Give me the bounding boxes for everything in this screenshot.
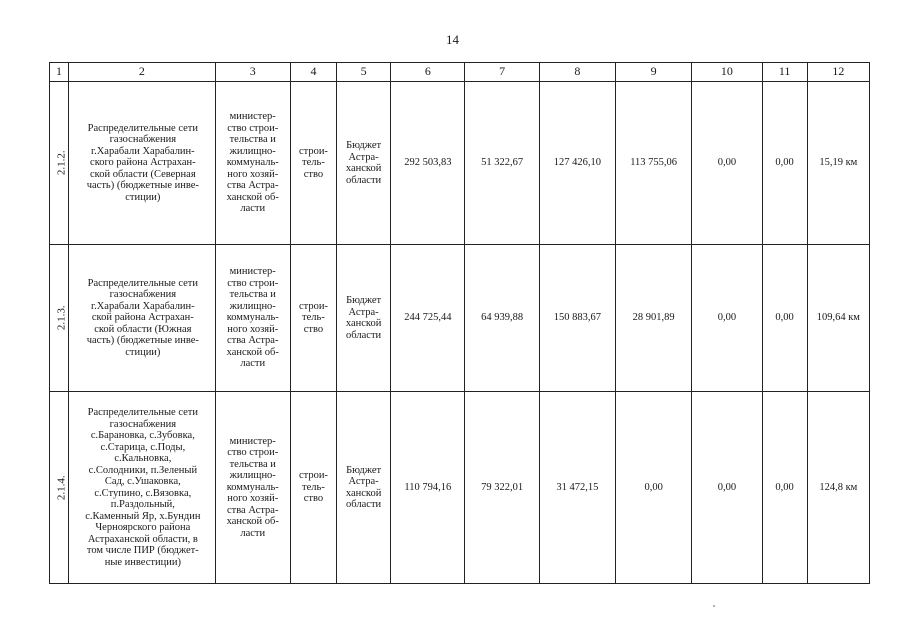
organization-line: ного хозяй- xyxy=(227,493,279,505)
object-name-line: с.Солодники, п.Зеленый xyxy=(88,464,198,476)
value-cell-v11: 0,00 xyxy=(762,82,807,245)
organization-line: тельства и xyxy=(229,289,276,301)
organization-line: коммуналь- xyxy=(226,157,279,169)
organization-cell xyxy=(215,82,290,245)
funding-source-line: ханской xyxy=(345,318,382,329)
object-name-line: газоснабжения xyxy=(109,418,177,430)
funding-source-line: области xyxy=(346,174,382,186)
value-cell-v10: 0,00 xyxy=(692,82,762,245)
column-number: 5 xyxy=(337,63,391,82)
value-cell-v10: 0,00 xyxy=(692,245,762,392)
value-cell-v8: 150 883,67 xyxy=(539,245,615,392)
column-number: 8 xyxy=(539,63,615,82)
organization-line: ного хозяй- xyxy=(227,168,279,180)
object-name-line: ской области (Северная xyxy=(90,168,196,180)
funding-source-line: Астра- xyxy=(348,306,379,318)
work-type-line: ство xyxy=(303,493,324,505)
object-name-cell xyxy=(69,82,216,245)
scan-speck xyxy=(713,605,715,607)
organization-line: ханской об- xyxy=(226,516,279,528)
organization-line: коммуналь- xyxy=(226,312,279,324)
object-name-line: ской области (Южная xyxy=(94,323,192,335)
funding-source-cell xyxy=(337,82,391,245)
organization-line: министер- xyxy=(229,111,276,123)
organization-line: тельства и xyxy=(229,458,276,470)
investment-table xyxy=(49,62,870,584)
organization-line: ства Астра- xyxy=(226,335,279,347)
object-name-line: часть) (бюджетные инве- xyxy=(86,335,199,347)
length-cell: 124,8 км xyxy=(807,392,869,584)
work-type-line: строи- xyxy=(298,145,328,157)
object-name-line: ные инвестиции) xyxy=(104,556,181,568)
column-number-row xyxy=(50,63,870,82)
organization-line: ство строи- xyxy=(227,277,279,289)
object-name-line: часть) (бюджетные инве- xyxy=(86,180,199,192)
value-cell-v9: 28 901,89 xyxy=(616,245,692,392)
page-number: 14 xyxy=(446,32,459,47)
work-type-cell xyxy=(290,392,336,584)
object-name-cell xyxy=(69,392,216,584)
length-cell: 109,64 км xyxy=(807,245,869,392)
column-number: 9 xyxy=(616,63,692,82)
funding-source-cell xyxy=(337,392,391,584)
organization-line: ства Астра- xyxy=(226,504,279,516)
row-number-cell xyxy=(50,392,69,584)
organization-line: жилищно- xyxy=(229,300,276,312)
object-name-line: стиции) xyxy=(125,346,161,358)
column-number: 12 xyxy=(807,63,869,82)
funding-source-line: Бюджет xyxy=(346,464,382,476)
organization-line: ства Астра- xyxy=(226,180,279,192)
object-name-line: газоснабжения xyxy=(109,134,177,146)
value-cell-v11: 0,00 xyxy=(762,245,807,392)
object-name-line: газоснабжения xyxy=(109,289,177,301)
row-number-cell xyxy=(50,82,69,245)
object-name-line: ского района Астрахан- xyxy=(90,157,196,169)
object-name-line: Распределительные сети xyxy=(87,407,198,418)
funding-source-line: Бюджет xyxy=(346,140,382,151)
table-row xyxy=(50,245,870,392)
table-row xyxy=(50,82,870,245)
organization-line: министер- xyxy=(229,266,276,278)
object-name-line: Астраханской области, в xyxy=(87,533,198,545)
work-type-line: ство xyxy=(303,168,324,180)
column-number: 2 xyxy=(69,63,216,82)
work-type-line: строи- xyxy=(298,470,328,482)
value-cell-v7: 64 939,88 xyxy=(465,245,539,392)
organization-line: ханской об- xyxy=(226,346,279,358)
work-type-cell xyxy=(290,245,336,392)
work-type-line: тель- xyxy=(302,481,325,493)
object-name-line: Сад, с.Ушаковка, xyxy=(104,476,181,487)
row-number-cell xyxy=(50,245,69,392)
funding-source-line: Астра- xyxy=(348,476,379,487)
row-number: 2.1.4. xyxy=(55,475,68,500)
work-type-line: тель- xyxy=(302,312,325,324)
table-row xyxy=(50,392,870,584)
work-type-cell xyxy=(290,82,336,245)
value-cell-v9: 113 755,06 xyxy=(616,82,692,245)
funding-source-line: области xyxy=(346,499,382,510)
column-number: 1 xyxy=(50,63,69,82)
organization-line: ство строи- xyxy=(227,447,279,459)
object-name-line: Распределительные сети xyxy=(87,122,198,134)
object-name-line: с.Каменный Яр, х.Бундин xyxy=(85,510,201,522)
object-name-line: ской района Астрахан- xyxy=(91,312,194,324)
organization-line: ласти xyxy=(240,203,266,215)
object-name-line: с.Барановка, с.Зубовка, xyxy=(90,430,195,441)
organization-line: ханской об- xyxy=(226,191,279,203)
funding-source-line: ханской xyxy=(345,487,382,499)
column-number: 3 xyxy=(215,63,290,82)
organization-line: ного хозяй- xyxy=(227,323,279,335)
funding-source-line: Астра- xyxy=(348,151,379,163)
value-cell-v8: 31 472,15 xyxy=(539,392,615,584)
column-number: 10 xyxy=(692,63,762,82)
value-cell-v7: 51 322,67 xyxy=(465,82,539,245)
object-name-line: с.Старица, с.Поды, xyxy=(100,441,186,453)
object-name-line: том числе ПИР (бюджет- xyxy=(86,545,199,556)
work-type-line: тель- xyxy=(302,157,325,169)
object-name-line: п.Раздольный, xyxy=(110,499,175,510)
funding-source-line: области xyxy=(346,329,382,341)
organization-line: жилищно- xyxy=(229,145,276,157)
value-cell-v11: 0,00 xyxy=(762,392,807,584)
organization-line: ласти xyxy=(240,527,266,539)
value-cell-v8: 127 426,10 xyxy=(539,82,615,245)
organization-cell xyxy=(215,245,290,392)
organization-line: министер- xyxy=(229,435,276,447)
length-cell: 15,19 км xyxy=(807,82,869,245)
organization-line: ство строи- xyxy=(227,122,279,134)
row-number: 2.1.2. xyxy=(55,150,68,176)
object-name-line: Черноярского района xyxy=(95,522,191,533)
column-number: 6 xyxy=(391,63,465,82)
work-type-line: ство xyxy=(303,323,324,335)
row-number: 2.1.3. xyxy=(55,305,68,331)
organization-line: коммуналь- xyxy=(226,481,279,493)
work-type-line: строи- xyxy=(298,300,328,312)
value-cell-v6: 110 794,16 xyxy=(391,392,465,584)
object-name-line: с.Кальновка, xyxy=(114,453,172,464)
funding-source-line: ханской xyxy=(345,163,382,174)
object-name-cell xyxy=(69,245,216,392)
object-name-line: Распределительные сети xyxy=(87,277,198,289)
value-cell-v10: 0,00 xyxy=(692,392,762,584)
organization-cell xyxy=(215,392,290,584)
value-cell-v7: 79 322,01 xyxy=(465,392,539,584)
column-number: 11 xyxy=(762,63,807,82)
object-name-line: г.Харабали Харабалин- xyxy=(90,145,195,157)
organization-line: жилищно- xyxy=(229,470,276,482)
column-number: 7 xyxy=(465,63,539,82)
column-number: 4 xyxy=(290,63,336,82)
value-cell-v6: 244 725,44 xyxy=(391,245,465,392)
value-cell-v6: 292 503,83 xyxy=(391,82,465,245)
object-name-line: стиции) xyxy=(125,191,161,203)
funding-source-cell xyxy=(337,245,391,392)
organization-line: тельства и xyxy=(229,134,276,146)
value-cell-v9: 0,00 xyxy=(616,392,692,584)
organization-line: ласти xyxy=(240,358,266,370)
funding-source-line: Бюджет xyxy=(346,295,382,306)
object-name-line: г.Харабали Харабалин- xyxy=(90,300,195,312)
object-name-line: с.Ступино, с.Вязовка, xyxy=(94,487,192,499)
